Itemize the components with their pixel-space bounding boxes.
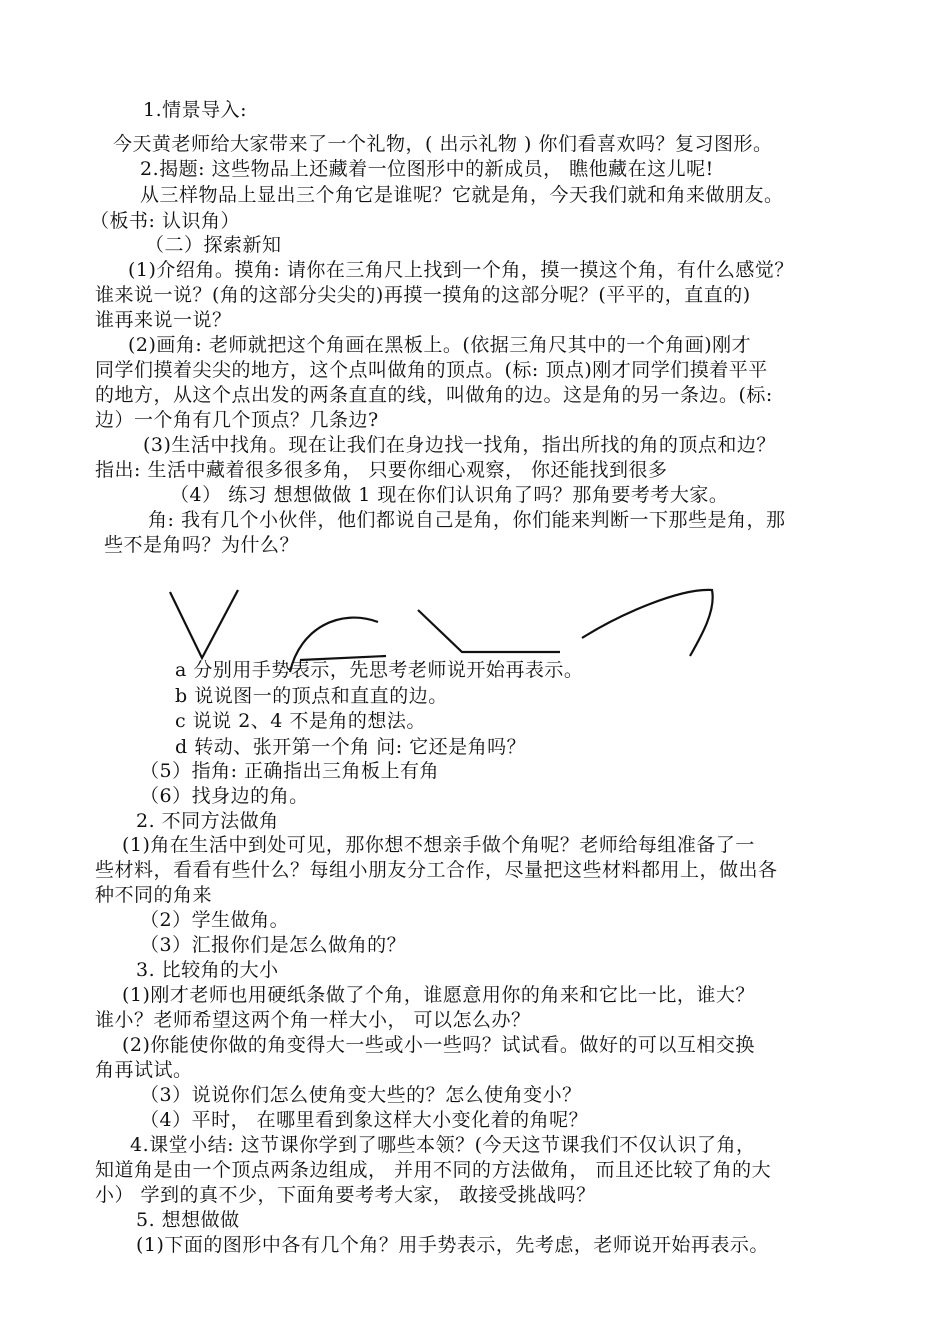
- text-line: 今天黄老师给大家带来了一个礼物，( 出示礼物 ) 你们看喜欢吗？复习图形。: [113, 133, 773, 155]
- text-line: 从三样物品上显出三个角它是谁呢？它就是角，今天我们就和角来做朋友。: [140, 184, 784, 206]
- text-line: a 分别用手势表示，先思考老师说开始再表示。: [175, 659, 584, 681]
- text-line: 2. 不同方法做角: [136, 810, 279, 832]
- text-line: （3）说说你们怎么使角变大些的？怎么使角变小？: [140, 1084, 582, 1106]
- angle-figures: [150, 580, 730, 675]
- text-line: (1)刚才老师也用硬纸条做了个角，谁愿意用你的角来和它比一比，谁大？: [122, 984, 755, 1006]
- text-line: c 说说 2、4 不是角的想法。: [175, 710, 426, 732]
- text-line: 种不同的角来: [95, 884, 213, 906]
- text-line: （二）探索新知: [145, 234, 282, 256]
- text-line: (3)生活中找角。现在让我们在身边找一找角，指出所找的角的顶点和边？: [143, 434, 776, 456]
- text-line: （5）指角: 正确指出三角板上有角: [140, 760, 440, 782]
- text-line: 2.揭题: 这些物品上还藏着一位图形中的新成员， 瞧他藏在这儿呢!: [140, 158, 714, 180]
- text-line: 指出: 生活中藏着很多很多角， 只要你细心观察， 你还能找到很多: [95, 459, 668, 481]
- text-line: 角: 我有几个小伙伴，他们都说自己是角，你们能来判断一下那些是角，那: [148, 509, 786, 531]
- text-line: 谁来说一说？(角的这部分尖尖的)再摸一摸角的这部分呢？(平平的，直直的): [95, 284, 751, 306]
- text-line: d 转动、张开第一个角 问: 它还是角吗？: [175, 736, 527, 758]
- text-line: 的地方，从这个点出发的两条直直的线，叫做角的边。这是角的另一条边。(标:: [95, 384, 773, 406]
- text-line: (1)介绍角。摸角: 请你在三角尺上找到一个角，摸一摸这个角，有什么感觉？: [128, 259, 794, 281]
- text-line: (2)你能使你做的角变得大一些或小一些吗？试试看。做好的可以互相交换: [122, 1034, 755, 1056]
- text-line: 些材料，看看有些什么？每组小朋友分工合作，尽量把这些材料都用上，做出各: [95, 859, 778, 881]
- text-line: 4.课堂小结: 这节课你学到了哪些本领？(今天这节课我们不仅认识了角，: [130, 1134, 756, 1156]
- text-line: 些不是角吗？为什么？: [104, 534, 300, 556]
- text-line: 边）一个角有几个顶点？几条边?: [95, 409, 379, 431]
- text-line: (2)画角: 老师就把这个角画在黑板上。(依据三角尺其中的一个角画)刚才: [128, 334, 752, 356]
- text-line: (1)角在生活中到处可见，那你想不想亲手做个角呢？老师给每组准备了一: [122, 834, 755, 856]
- text-line: 小） 学到的真不少，下面角要考考大家， 敢接受挑战吗？: [95, 1184, 596, 1206]
- text-line: b 说说图一的顶点和直直的边。: [175, 685, 448, 707]
- text-line: 谁小？老师希望这两个角一样大小， 可以怎么办？: [95, 1009, 531, 1031]
- text-line: （3）汇报你们是怎么做角的？: [140, 934, 407, 956]
- text-line: 同学们摸着尖尖的地方，这个点叫做角的顶点。(标: 顶点)刚才同学们摸着平平: [95, 359, 768, 381]
- text-line: 3. 比较角的大小: [136, 959, 279, 981]
- text-line: （板书: 认识角）: [90, 210, 240, 232]
- text-line: 知道角是由一个顶点两条边组成， 并用不同的方法做角， 而且还比较了角的大: [95, 1159, 772, 1181]
- text-line: 1.情景导入:: [143, 99, 248, 121]
- text-line: （6）找身边的角。: [140, 785, 309, 807]
- figure-2-line: [300, 656, 386, 660]
- text-line: (1)下面的图形中各有几个角？用手势表示，先考虑，老师说开始再表示。: [136, 1234, 769, 1256]
- text-line: 5. 想想做做: [136, 1209, 240, 1231]
- figure-4-curved: [582, 590, 713, 656]
- text-line: （2）学生做角。: [140, 909, 290, 931]
- figure-1-angle: [170, 590, 238, 658]
- figure-3-angle: [418, 610, 560, 652]
- text-line: （4） 练习 想想做做 1 现在你们认识角了吗？那角要考考大家。: [170, 484, 729, 506]
- text-line: 谁再来说一说？: [95, 309, 232, 331]
- text-line: 角再试试。: [95, 1059, 193, 1081]
- figure-2-curve: [290, 618, 378, 672]
- text-line: （4）平时， 在哪里看到象这样大小变化着的角呢？: [140, 1109, 589, 1131]
